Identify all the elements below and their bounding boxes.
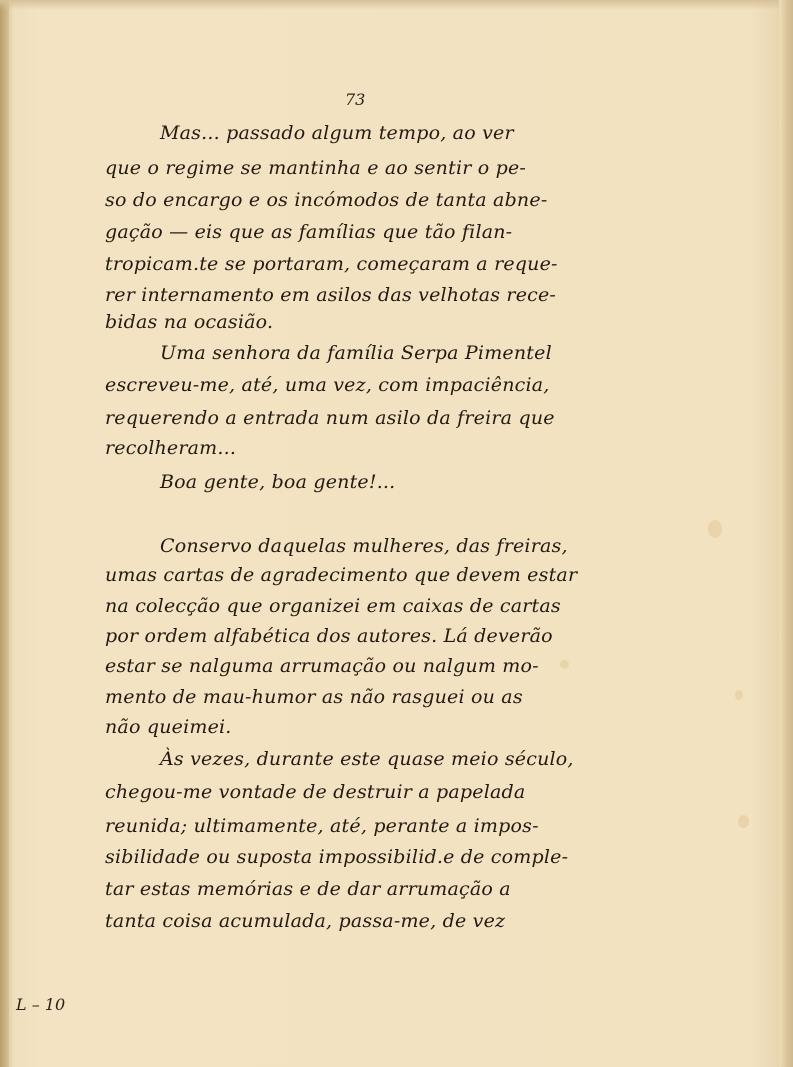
text-line: gação — eis que as famílias que tão filan- — [105, 221, 513, 243]
text-line: escreveu-me, até, uma vez, com impaciência, — [105, 374, 550, 396]
text-line: requerendo a entrada num asilo da freira que — [105, 407, 555, 429]
paper-stain — [735, 690, 743, 700]
text-line: chegou-me vontade de destruir a papelada — [105, 781, 526, 803]
text-line: tanta coisa acumulada, passa-me, de vez — [105, 910, 506, 932]
text-line: rer internamento em asilos das velhotas rece- — [105, 284, 557, 306]
page-number: 73 — [345, 90, 366, 109]
text-line: Às vezes, durante este quase meio século, — [160, 748, 574, 770]
paper-stain — [560, 660, 569, 669]
text-line: na colecção que organizei em caixas de cartas — [105, 595, 561, 617]
page-top-edge — [0, 0, 793, 10]
text-line: Mas... passado algum tempo, ao ver — [160, 122, 514, 144]
text-line: mento de mau-humor as não rasguei ou as — [105, 686, 523, 708]
page-right-edge — [779, 0, 793, 1067]
text-line: sibilidade ou suposta impossibilid.e de comple- — [105, 846, 569, 868]
text-line: recolheram... — [105, 437, 237, 459]
text-line: bidas na ocasião. — [105, 311, 274, 333]
text-line: tar estas memórias e de dar arrumação a — [105, 878, 511, 900]
text-line: umas cartas de agradecimento que devem estar — [105, 564, 578, 586]
text-line: não queimei. — [105, 716, 232, 738]
text-line: por ordem alfabética dos autores. Lá deverão — [105, 625, 553, 647]
text-line: tropicam.te se portaram, começaram a reque- — [105, 253, 558, 275]
text-line: so do encargo e os incómodos de tanta abne- — [105, 189, 548, 211]
text-line: reunida; ultimamente, até, perante a impos- — [105, 815, 539, 837]
page-binding-edge — [0, 0, 9, 1067]
text-line: estar se nalguma arrumação ou nalgum mo- — [105, 655, 539, 677]
paper-stain — [708, 520, 722, 538]
text-line: que o regime se mantinha e ao sentir o pe- — [105, 157, 527, 179]
paper-stain — [738, 815, 749, 828]
text-line: Uma senhora da família Serpa Pimentel — [160, 342, 552, 364]
catalog-reference: L – 10 — [16, 995, 66, 1014]
text-line: Conservo daquelas mulheres, das freiras, — [160, 535, 568, 557]
text-line: Boa gente, boa gente!... — [160, 471, 396, 493]
